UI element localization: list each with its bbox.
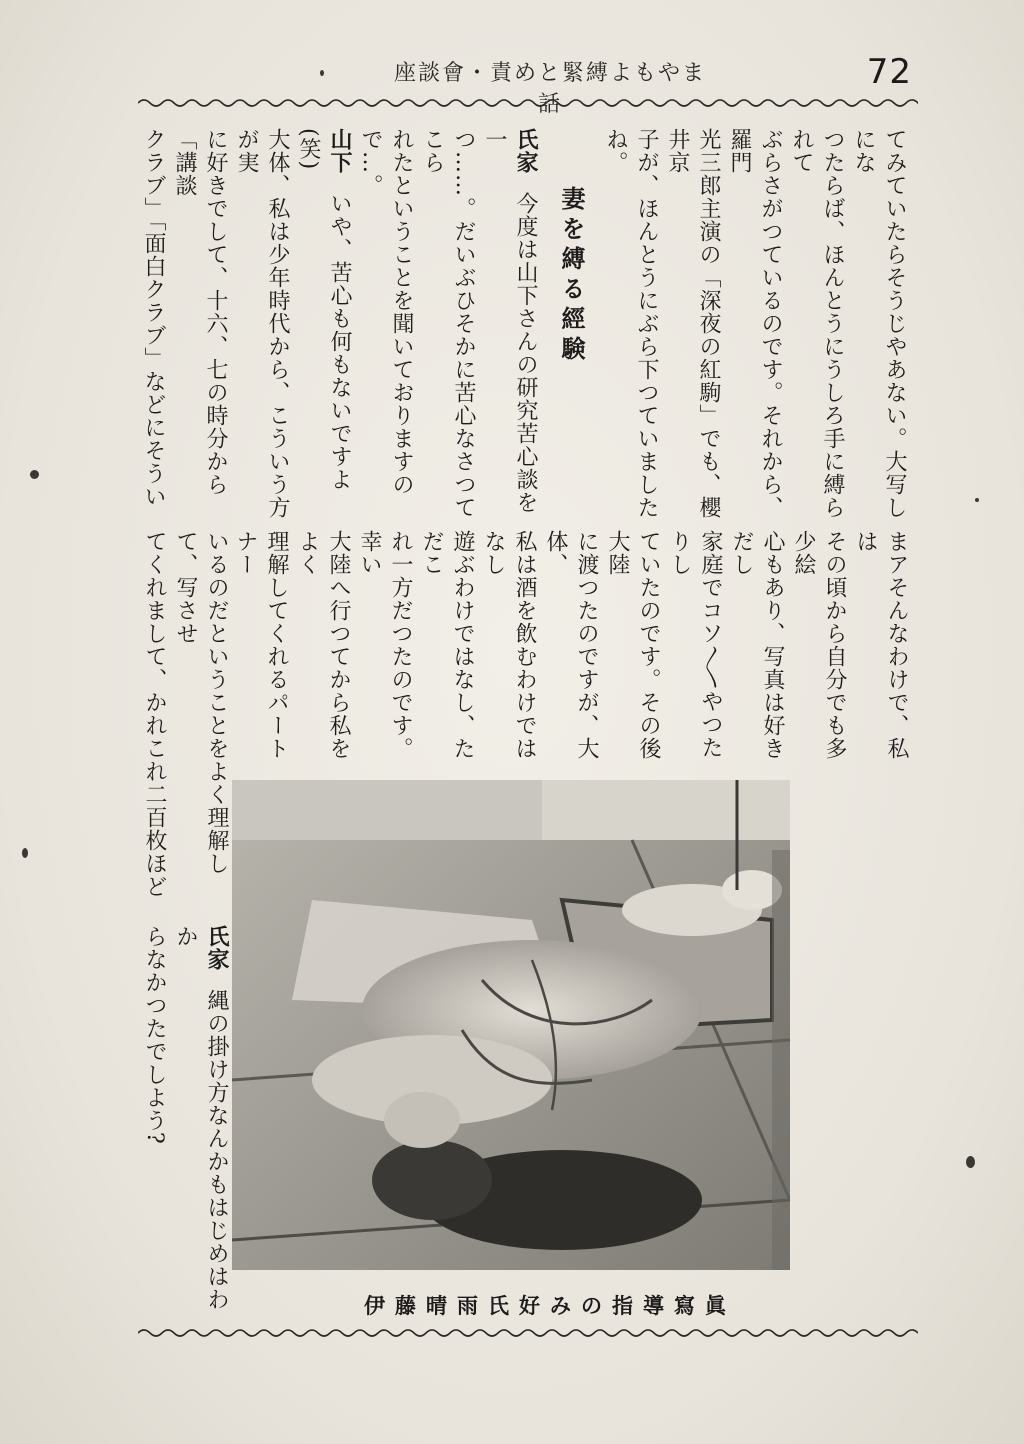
text-column: 光三郎主演の「深夜の紅駒」でも、櫻井京 [665, 128, 721, 519]
top-wavy-rule [138, 96, 918, 110]
text-column: つ……。だいぶひそかに苦心なさつてこら [420, 128, 476, 519]
text-column: その頃から自分でも多少絵 [791, 530, 847, 760]
text-column: 理解してくれるパートナー [233, 530, 289, 760]
ink-speck [975, 498, 979, 502]
text-column: てくれまして、かれこれ二百枚ほど [142, 530, 167, 898]
running-header: 座談會・責めと緊縛よもやま話 [393, 61, 706, 117]
text-column: に渡つたのですが、大体、 [543, 530, 599, 760]
text-column: 子が、ほんとうにぶら下つていましたね。 [603, 128, 659, 519]
text-column: ぶらさがつているのです。それから、羅門 [727, 128, 783, 519]
bottom-wavy-rule [138, 1326, 918, 1340]
text-column: 大陸へ行つてから私をよく [295, 530, 351, 760]
section-heading: 妻を縛る經験 [557, 186, 585, 366]
speaker-paragraph [479, 128, 541, 524]
text-column: れたということを聞いておりますので…。 [358, 128, 414, 496]
text-column: らなかつたでしよう? [142, 925, 167, 1145]
speaker-name: 山下 [327, 128, 352, 174]
lower-right-text-block [232, 530, 912, 780]
text-column: 家庭でコソ〳〵やつたりし [667, 530, 723, 759]
text-column: いや、苦心も何もないですよ(笑) [296, 128, 352, 491]
text-column: に好きでして、十六、七の時分から「講談 [172, 128, 228, 496]
ink-speck [320, 70, 324, 76]
lower-left-dialogue [140, 925, 232, 1320]
photo-image [232, 780, 790, 1270]
text-column: 今度は山下さんの研究苦心談を一 [482, 128, 538, 514]
page-number: 72 [866, 52, 912, 92]
text-column: れ一方だつたのです。幸い [357, 530, 413, 760]
lower-left-long-columns [140, 530, 232, 920]
text-column: ていたのです。その後大陸 [605, 530, 661, 760]
speaker-name: 氏家 [204, 925, 229, 971]
text-column: まアそんなわけで、私は [853, 530, 909, 760]
text-column: いるのだということをよく理解して、写させ [173, 530, 229, 875]
ink-speck [966, 1156, 975, 1168]
text-column: 大体、私は少年時代から、こういう方が実 [234, 128, 290, 519]
speaker-paragraph [170, 925, 232, 1320]
text-column: 遊ぶわけではなし、ただこ [419, 530, 475, 760]
text-column: クラブ」「面白クラブ」などにそうい [141, 128, 166, 508]
upper-right-text-block [140, 128, 910, 524]
ink-speck [30, 470, 39, 479]
speaker-paragraph [293, 128, 355, 524]
text-column: てみていたらそうじやあない。大写しにな [851, 128, 907, 519]
halftone-photo [232, 780, 790, 1270]
ink-speck [22, 848, 28, 858]
text-column: 心もあり、写真は好きだし [729, 530, 785, 760]
text-column: つたらば、ほんとうにうしろ手に縛られて [789, 128, 845, 519]
speaker-name: 氏家 [513, 128, 538, 174]
text-column: 縄の掛け方なんかもはじめはわか [173, 925, 229, 1311]
photo-caption: 伊藤晴雨氏好みの指導寫眞 [364, 1294, 736, 1318]
text-column: 私は酒を飲むわけではなし [481, 530, 537, 760]
